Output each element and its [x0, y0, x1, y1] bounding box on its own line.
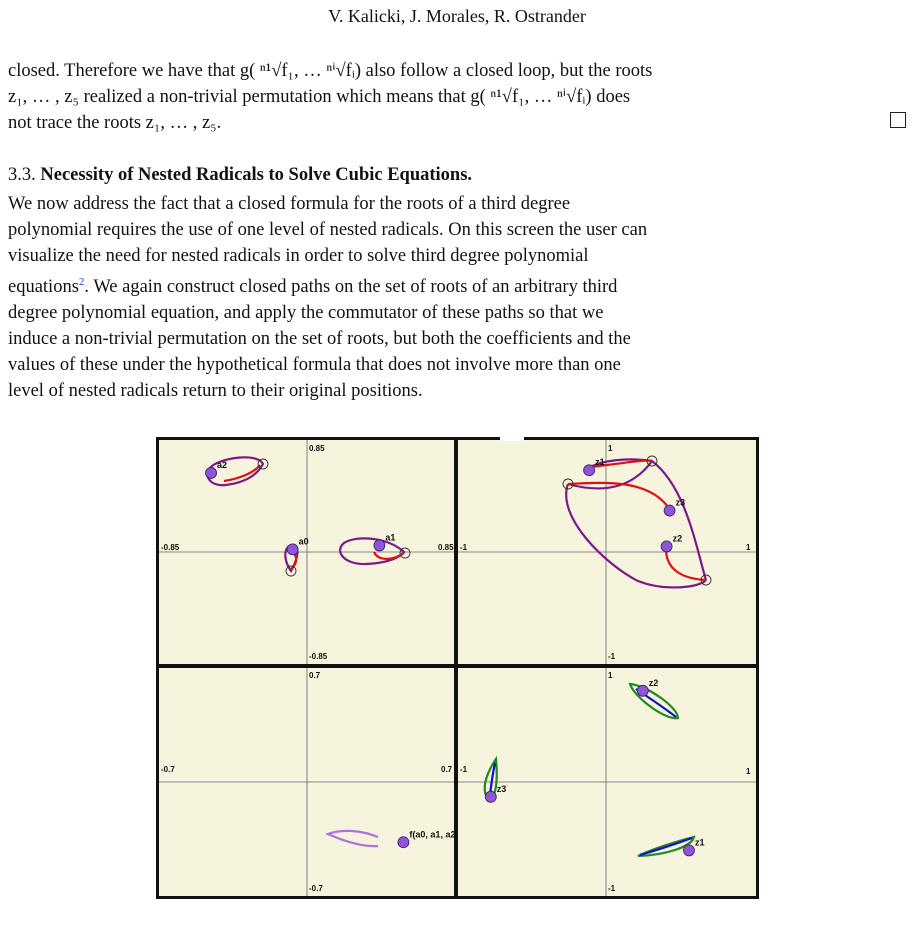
- section-heading: [8, 165, 472, 186]
- tr-ymin: -1: [608, 652, 616, 661]
- body-line-1: We now address the fact that a closed formula for the roots of a third degree: [8, 194, 571, 214]
- tr-ymax: 1: [608, 444, 613, 453]
- point-z3[interactable]: [664, 505, 675, 516]
- br-ymin: -1: [608, 884, 616, 893]
- point-a2[interactable]: [206, 467, 217, 478]
- body-line-4: [8, 269, 908, 300]
- body-line-2: polynomial requires the use of one level of nested radicals. On this screen the user can: [8, 220, 648, 240]
- tl-xmin: -0.85: [161, 543, 180, 552]
- point-label-f-a0-a1-a2-: f(a0, a1, a2): [409, 829, 459, 840]
- point-label-z1: z1: [694, 837, 705, 848]
- point-label-z1: z1: [595, 457, 605, 468]
- point-label-a2: a2: [217, 459, 228, 470]
- body-line-6: induce a non-trivial permutation on the set of roots, but both the coefficients and the: [8, 329, 631, 350]
- tr-xmax: 1: [746, 543, 751, 552]
- body-line-5: degree polynomial equation, and apply the commutator of these paths so that we: [8, 303, 604, 324]
- body-line-4b: . We again construct closed paths on the set of roots of an arbitrary third: [84, 277, 618, 298]
- br-xmin: -1: [460, 765, 468, 774]
- point-a0[interactable]: [287, 544, 298, 555]
- br-ymax: 1: [608, 671, 613, 680]
- body-line-7: values of these under the hypothetical formula that does not involve more than one: [8, 355, 621, 376]
- point-label-z3: z3: [496, 783, 507, 794]
- point-z2[interactable]: [661, 541, 672, 552]
- running-header: V. Kalicki, J. Morales, R. Ostrander: [328, 6, 586, 26]
- proof-line-3: not trace the roots z₁, … , z₅.: [8, 113, 222, 133]
- bl-ymin: -0.7: [309, 884, 323, 893]
- point-z3[interactable]: [485, 791, 496, 802]
- point-label-z2: z2: [672, 533, 683, 544]
- proof-ending: [8, 58, 908, 136]
- point-label-z2: z2: [648, 677, 659, 688]
- section-number: 3.3.: [8, 165, 36, 185]
- tl-ymax: 0.85: [309, 444, 325, 453]
- body-line-8: level of nested radicals return to their original positions.: [8, 381, 423, 402]
- bl-xmax: 0.7: [441, 765, 453, 774]
- figure-notch: [500, 437, 524, 441]
- body-line-3: visualize the need for nested radicals in order to solve third degree polynomial: [8, 246, 589, 266]
- point-label-a0: a0: [298, 536, 309, 547]
- tr-xmin: -1: [460, 543, 468, 552]
- point-z1[interactable]: [584, 465, 595, 476]
- point-label-a1: a1: [385, 532, 396, 543]
- section-title: Necessity of Nested Radicals to Solve Cubic Equations.: [40, 165, 473, 185]
- body-line-4a: equations: [8, 277, 79, 298]
- proof-line-1: closed. Therefore we have that g( ⁿ¹√f₁, … ⁿⁱ√fᵢ) also follow a closed loop, but the roots: [8, 61, 653, 81]
- qed-box-icon: [890, 112, 906, 128]
- tl-xmax: 0.85: [438, 543, 454, 552]
- br-xmax: 1: [746, 767, 751, 776]
- point-z2[interactable]: [637, 685, 648, 696]
- tl-ymin: -0.85: [309, 652, 328, 661]
- footnote-link[interactable]: 2: [78, 276, 85, 288]
- proof-line-2: z₁, … , z₅ realized a non-trivial permutation which means that g( ⁿ¹√f₁, … ⁿⁱ√fᵢ) does: [8, 87, 631, 107]
- bl-xmin: -0.7: [161, 765, 175, 774]
- point-a1[interactable]: [374, 540, 385, 551]
- bl-ymax: 0.7: [309, 671, 321, 680]
- root-paths-figure: [156, 437, 759, 899]
- point-label-z3: z3: [675, 497, 686, 508]
- point-z1[interactable]: [683, 845, 694, 856]
- point-f-a0-a1-a2-[interactable]: [398, 837, 409, 848]
- section-body: [8, 191, 908, 404]
